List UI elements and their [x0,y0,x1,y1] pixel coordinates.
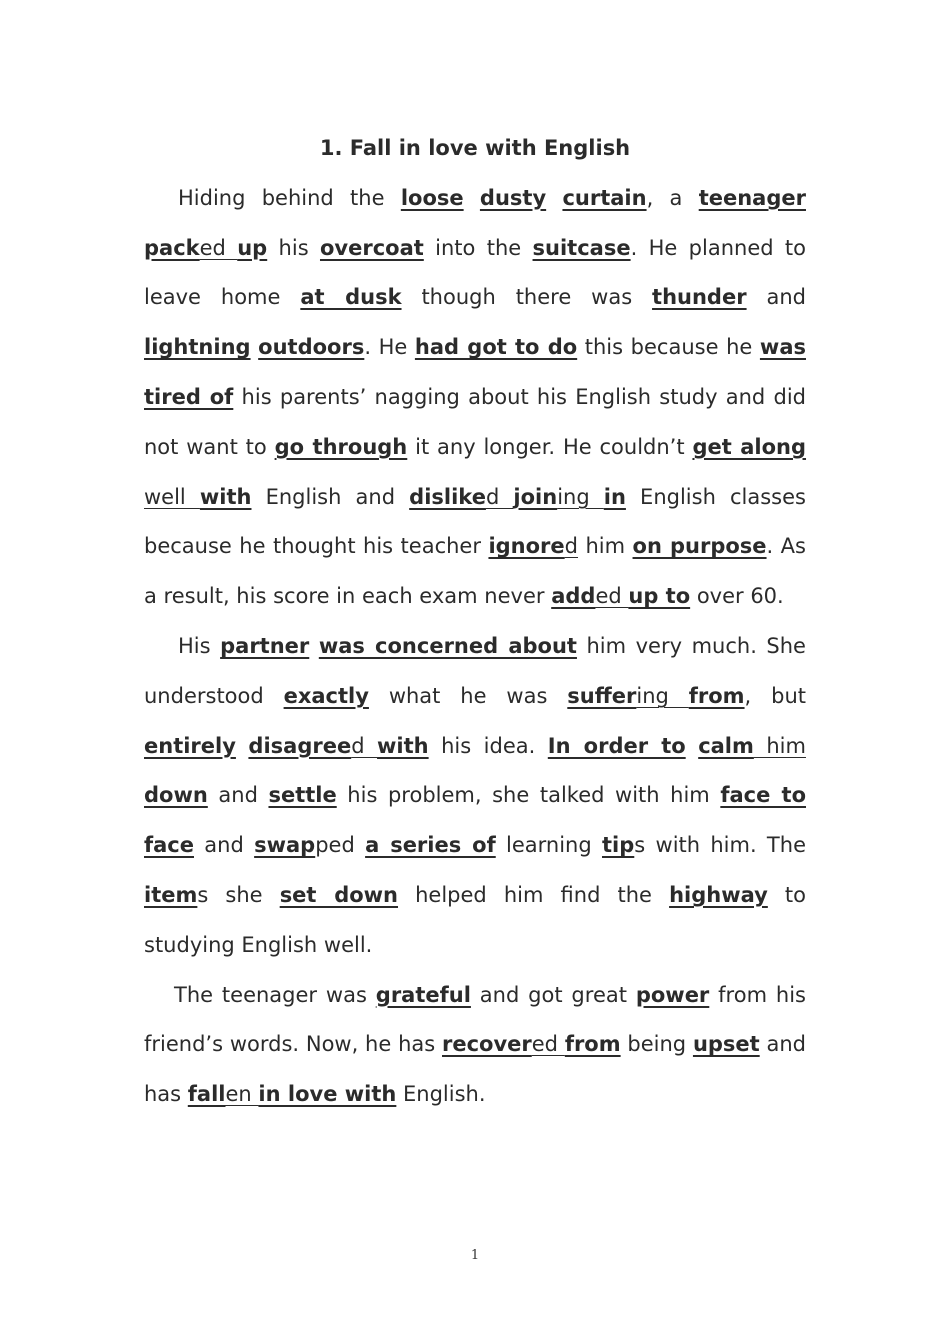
key-phrase: partner [220,633,310,658]
page-number: 1 [470,1248,480,1263]
body-text: English and [251,484,410,509]
body-text: and has [144,1032,807,1107]
body-text: English classes because he thought his teacher [144,484,806,559]
body-text: English. [396,1082,486,1107]
key-phrase: fall [187,1082,226,1107]
key-phrase: get along [692,434,807,459]
key-phrase: In order to [547,733,686,758]
body-text: though there was [401,285,653,310]
body-text [236,734,249,758]
body-text: it any longer. He couldn’t [407,434,693,459]
key-phrase: pack [144,235,200,260]
key-phrase: outdoors [258,335,365,360]
body-text: Hiding behind the [178,185,401,210]
paragraph-1 [144,174,806,622]
key-phrase: go through [274,434,408,459]
key-phrase: suitcase [532,235,631,260]
key-phrase: had got to do [414,335,578,360]
body-text: what he was [368,683,568,708]
key-phrase: was tired of [144,335,806,409]
body-text: his parents’ nagging about his English study and did not want to [144,384,806,459]
body-text: over 60. [690,584,784,609]
body-text: his problem, she talked with him [336,783,721,808]
body-text: . He [364,335,415,360]
key-phrase: with [199,484,252,509]
body-text: . As a result, his score in each exam never [144,534,806,609]
key-phrase: on purpose [632,534,767,559]
key-phrase: in [603,484,626,509]
body-text [309,634,319,658]
body-text [546,186,562,210]
key-phrase: lightning [144,335,251,360]
body-text: and [746,285,806,310]
key-phrase: item [144,882,198,907]
key-phrase: settle [268,783,337,808]
key-phrase: grateful [375,982,471,1007]
key-phrase: with [377,733,429,758]
key-phrase: upset [692,1032,760,1057]
key-phrase: in love with [258,1082,397,1107]
body-text: , a [646,185,699,210]
key-phrase: face to face [144,783,806,858]
key-phrase: from [688,683,745,708]
body-text: and [207,783,269,808]
body-text: to studying English well. [144,882,807,957]
underlined-text: ed [199,235,238,260]
paragraph-3 [144,971,806,1120]
body-text: and got great [470,982,636,1007]
key-phrase: tip [602,833,635,858]
key-phrase: set down [279,882,399,907]
key-phrase: swap [254,833,316,858]
key-phrase: was concerned about [318,633,577,658]
key-phrase: from [564,1032,621,1057]
body-text [686,734,699,758]
body-text [464,186,480,210]
key-phrase: power [635,982,710,1007]
body-text: . He planned to leave home [144,235,806,310]
key-phrase: add [551,584,596,609]
key-phrase: exactly [283,683,369,708]
paragraph-2 [144,622,806,971]
body-text: s with him. The [634,833,806,858]
body-text: his idea. [428,733,548,758]
key-phrase: at dusk [300,285,402,310]
body-text: s she [197,882,280,907]
body-text: from his friend’s words. Now, he has [144,982,806,1057]
body-text: this because he [577,335,760,360]
key-phrase: ignore [488,534,565,559]
underlined-text: ed [595,584,629,609]
body-text: , but [744,683,806,708]
key-phrase: entirely [144,733,236,758]
key-phrase: down [144,783,208,808]
key-phrase: up [237,235,268,260]
key-phrase: suffer [567,683,637,708]
key-phrase: recover [442,1032,532,1057]
key-phrase: dislike [409,484,486,509]
underlined-text: him [753,733,806,758]
key-phrase: dusty [479,185,547,210]
key-phrase: curtain [562,185,647,210]
key-phrase: join [513,484,558,509]
body-text: helped him find the [398,882,670,907]
key-phrase: calm [698,733,754,758]
underlined-text: d [351,733,378,758]
underlined-text: well [144,484,200,509]
key-phrase: teenager [698,185,806,210]
underlined-text: ing [636,683,689,708]
key-phrase: disagree [248,733,352,758]
body-text: him very much. She understood [144,633,806,708]
underlined-text: ed [531,1032,565,1057]
underlined-text: ing [557,484,604,509]
body-text: ped [315,833,366,858]
body-text: learning [495,833,602,858]
key-phrase: highway [669,882,768,907]
body-text: into the [423,235,533,260]
underlined-text: d [564,534,579,559]
key-phrase: a series of [365,833,496,858]
underlined-text: d [485,484,514,509]
underlined-text: en [225,1082,259,1107]
body-text: and [194,833,255,858]
key-phrase: up to [628,584,691,609]
document-title: 1. Fall in love with English [319,136,631,160]
key-phrase: thunder [652,285,747,310]
body-text: The teenager was [174,982,376,1007]
body-text: him [578,534,633,559]
body-text: being [620,1032,693,1057]
key-phrase: loose [400,185,464,210]
key-phrase: overcoat [319,235,424,260]
document-body [144,124,806,1120]
body-text: His [178,633,221,658]
body-text: his [267,235,320,260]
